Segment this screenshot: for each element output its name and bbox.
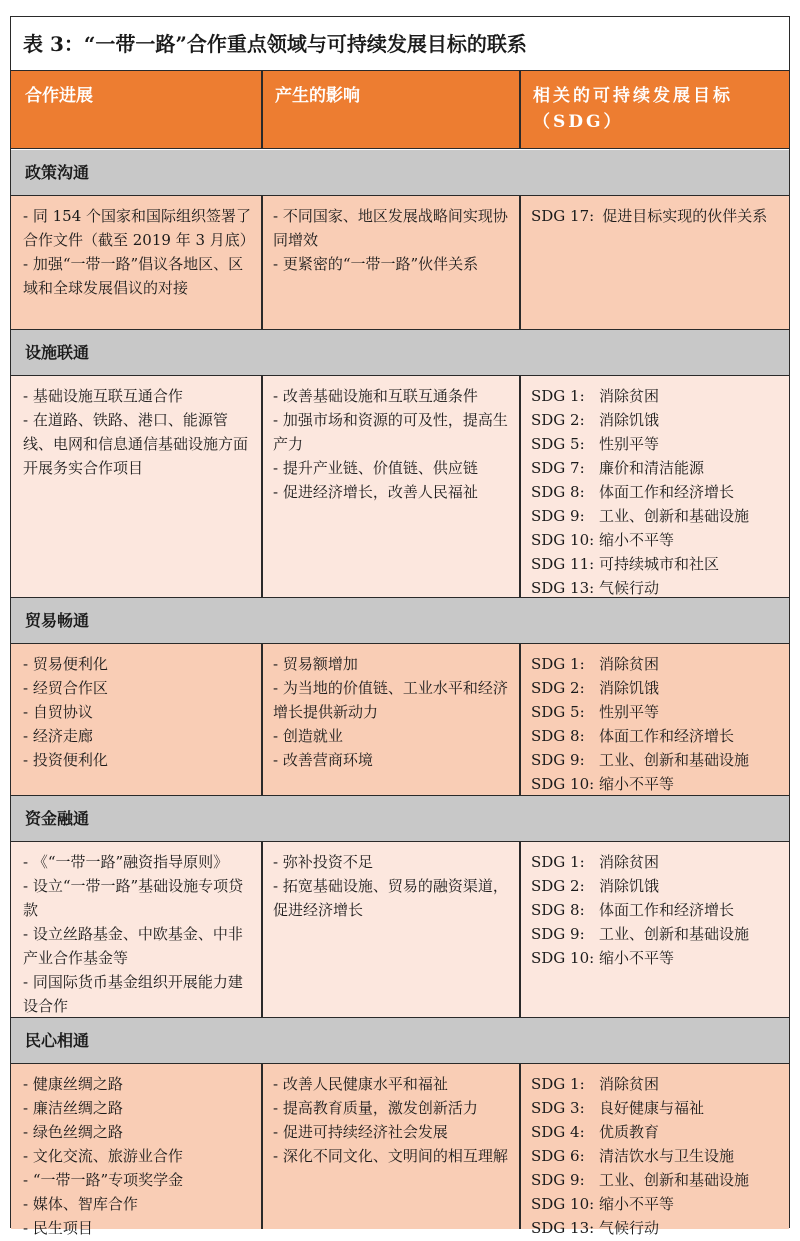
sdg-code: SDG 10: bbox=[531, 949, 595, 967]
progress-item: - 贸易便利化 bbox=[23, 655, 108, 673]
sdg-code: SDG 1: bbox=[531, 853, 585, 871]
section-header: 政策沟通 bbox=[11, 150, 789, 196]
impact-item: - 改善营商环境 bbox=[273, 751, 373, 769]
impact-cell bbox=[261, 376, 519, 597]
sdg-code: SDG 2: bbox=[531, 411, 585, 429]
progress-item: - 健康丝绸之路 bbox=[23, 1075, 123, 1093]
sdg-text: 良好健康与福祉 bbox=[599, 1099, 705, 1117]
sdg-text: 工业、创新和基础设施 bbox=[599, 925, 750, 943]
progress-item: - “一带一路”专项奖学金 bbox=[23, 1171, 184, 1189]
sdg-text: 消除贫困 bbox=[599, 387, 660, 405]
sdg-text: 缩小不平等 bbox=[599, 949, 675, 967]
column-divider bbox=[261, 644, 263, 795]
sdg-cell bbox=[519, 1064, 791, 1237]
impact-cell bbox=[261, 644, 519, 795]
sdg-code: SDG 3: bbox=[531, 1099, 585, 1117]
sdg-item bbox=[531, 528, 781, 552]
sdg-text: 可持续城市和社区 bbox=[599, 555, 720, 573]
impact-item: - 提高教育质量，激发创新活力 bbox=[273, 1099, 478, 1117]
progress-item: - 绿色丝绸之路 bbox=[23, 1123, 123, 1141]
sdg-code: SDG 10: bbox=[531, 1195, 595, 1213]
sdg-code: SDG 10: bbox=[531, 531, 595, 549]
impact-item: - 更紧密的“一带一路”伙伴关系 bbox=[273, 255, 479, 273]
impact-cell bbox=[261, 1064, 519, 1229]
impact-item: - 深化不同文化、文明间的相互理解 bbox=[273, 1147, 508, 1165]
sdg-code: SDG 7: bbox=[531, 459, 585, 477]
progress-item: - 加强“一带一路”倡议各地区、区域和全球发展倡议的对接 bbox=[23, 255, 244, 297]
progress-item: - 在道路、铁路、港口、能源管线、电网和信息通信基础设施方面开展务实合作项目 bbox=[23, 411, 249, 477]
section-header: 资金融通 bbox=[11, 796, 789, 842]
sdg-text: 缩小不平等 bbox=[599, 531, 675, 549]
sdg-cell bbox=[519, 196, 791, 329]
column-divider bbox=[261, 196, 263, 329]
sdg-item bbox=[531, 850, 781, 874]
sdg-text: 性别平等 bbox=[599, 435, 660, 453]
sdg-item bbox=[531, 456, 781, 480]
sdg-item bbox=[531, 504, 781, 528]
sdg-code: SDG 1: bbox=[531, 655, 585, 673]
sdg-code: SDG 10: bbox=[531, 775, 595, 793]
section-header: 贸易畅通 bbox=[11, 598, 789, 644]
progress-cell bbox=[11, 842, 261, 1017]
sdg-code: SDG 2: bbox=[531, 877, 585, 895]
sdg-text: 消除贫困 bbox=[599, 655, 660, 673]
sdg-code: SDG 17: bbox=[531, 207, 595, 225]
progress-item: - 民生项目 bbox=[23, 1219, 93, 1237]
sdg-item bbox=[531, 946, 781, 970]
sdg-text: 气候行动 bbox=[599, 579, 660, 597]
impact-item: - 贸易额增加 bbox=[273, 655, 358, 673]
sdg-item bbox=[531, 652, 781, 676]
progress-item: - 设立丝路基金、中欧基金、中非产业合作基金等 bbox=[23, 925, 243, 967]
progress-item: - 《“一带一路”融资指导原则》 bbox=[23, 853, 229, 871]
impact-cell bbox=[261, 842, 519, 1017]
impact-item: - 为当地的价值链、工业水平和经济增长提供新动力 bbox=[273, 679, 508, 721]
sdg-code: SDG 1: bbox=[531, 1075, 585, 1093]
sdg-item bbox=[531, 204, 781, 228]
sdg-item bbox=[531, 1120, 781, 1144]
header-related-sdg: 相关的可持续发展目标（SDG） bbox=[533, 86, 733, 132]
sdg-item bbox=[531, 384, 781, 408]
progress-item: - 媒体、智库合作 bbox=[23, 1195, 138, 1213]
sdg-text: 消除饥饿 bbox=[599, 411, 660, 429]
sdg-item bbox=[531, 1144, 781, 1168]
sdg-cell bbox=[519, 644, 791, 795]
sdg-text: 工业、创新和基础设施 bbox=[599, 1171, 750, 1189]
impact-item: - 创造就业 bbox=[273, 727, 343, 745]
column-divider bbox=[519, 71, 521, 148]
sdg-item bbox=[531, 700, 781, 724]
sdg-code: SDG 9: bbox=[531, 507, 585, 525]
sdg-text: 促进目标实现的伙伴关系 bbox=[602, 207, 768, 225]
progress-cell bbox=[11, 376, 261, 597]
sdg-item bbox=[531, 480, 781, 504]
sdg-text: 缩小不平等 bbox=[599, 775, 675, 793]
impact-item: - 加强市场和资源的可及性，提高生产力 bbox=[273, 411, 508, 453]
sdg-code: SDG 5: bbox=[531, 435, 585, 453]
column-divider bbox=[261, 842, 263, 1017]
sdg-item bbox=[531, 1072, 781, 1096]
section-header: 民心相通 bbox=[11, 1018, 789, 1064]
sdg-item bbox=[531, 1192, 781, 1216]
sdg-text: 气候行动 bbox=[599, 1219, 660, 1237]
progress-item: - 经贸合作区 bbox=[23, 679, 108, 697]
progress-cell bbox=[11, 1064, 261, 1237]
sdg-item bbox=[531, 772, 781, 796]
sdg-linkage-table bbox=[10, 16, 790, 1237]
sdg-code: SDG 13: bbox=[531, 579, 595, 597]
section-row bbox=[11, 1064, 789, 1237]
sdg-code: SDG 6: bbox=[531, 1147, 585, 1165]
sdg-text: 体面工作和经济增长 bbox=[599, 901, 735, 919]
sdg-code: SDG 9: bbox=[531, 751, 585, 769]
sdg-text: 消除贫困 bbox=[599, 853, 660, 871]
sdg-cell bbox=[519, 842, 791, 1017]
sdg-code: SDG 8: bbox=[531, 727, 585, 745]
sdg-code: SDG 8: bbox=[531, 483, 585, 501]
sdg-text: 性别平等 bbox=[599, 703, 660, 721]
sdg-item bbox=[531, 1096, 781, 1120]
header-impact: 产生的影响 bbox=[275, 86, 360, 106]
sdg-code: SDG 11: bbox=[531, 555, 595, 573]
sdg-text: 消除贫困 bbox=[599, 1075, 660, 1093]
progress-item: - 廉洁丝绸之路 bbox=[23, 1099, 123, 1117]
sdg-text: 优质教育 bbox=[599, 1123, 660, 1141]
impact-item: - 改善人民健康水平和福祉 bbox=[273, 1075, 448, 1093]
sdg-item bbox=[531, 576, 781, 600]
section-row bbox=[11, 196, 789, 330]
sdg-code: SDG 9: bbox=[531, 1171, 585, 1189]
progress-item: - 文化交流、旅游业合作 bbox=[23, 1147, 183, 1165]
sdg-text: 体面工作和经济增长 bbox=[599, 483, 735, 501]
progress-item: - 经济走廊 bbox=[23, 727, 93, 745]
progress-item: - 自贸协议 bbox=[23, 703, 93, 721]
impact-item: - 促进可持续经济社会发展 bbox=[273, 1123, 448, 1141]
section-row bbox=[11, 644, 789, 796]
sdg-item bbox=[531, 432, 781, 456]
impact-item: - 促进经济增长，改善人民福祉 bbox=[273, 483, 478, 501]
progress-cell bbox=[11, 644, 261, 795]
progress-item: - 基础设施互联互通合作 bbox=[23, 387, 183, 405]
sdg-item bbox=[531, 676, 781, 700]
progress-item: - 同 154 个国家和国际组织签署了合作文件（截至 2019 年 3 月底） bbox=[23, 207, 255, 249]
table-title: 表 3：“一带一路”合作重点领域与可持续发展目标的联系 bbox=[11, 17, 789, 71]
sdg-item bbox=[531, 1216, 781, 1240]
sdg-item bbox=[531, 874, 781, 898]
sdg-text: 体面工作和经济增长 bbox=[599, 727, 735, 745]
sdg-code: SDG 1: bbox=[531, 387, 585, 405]
header-cooperation-progress: 合作进展 bbox=[25, 86, 93, 106]
progress-item: - 同国际货币基金组织开展能力建设合作 bbox=[23, 973, 243, 1015]
table-header-row bbox=[11, 71, 789, 149]
sdg-item bbox=[531, 724, 781, 748]
column-divider bbox=[519, 842, 521, 1017]
sdg-code: SDG 2: bbox=[531, 679, 585, 697]
sdg-text: 消除饥饿 bbox=[599, 877, 660, 895]
section-header: 设施联通 bbox=[11, 330, 789, 376]
sdg-item bbox=[531, 552, 781, 576]
sdg-item bbox=[531, 898, 781, 922]
sdg-code: SDG 13: bbox=[531, 1219, 595, 1237]
sdg-text: 缩小不平等 bbox=[599, 1195, 675, 1213]
progress-cell bbox=[11, 196, 261, 329]
section-row bbox=[11, 842, 789, 1018]
sdg-text: 工业、创新和基础设施 bbox=[599, 507, 750, 525]
sdg-code: SDG 5: bbox=[531, 703, 585, 721]
sdg-text: 廉价和清洁能源 bbox=[599, 459, 705, 477]
column-divider bbox=[261, 1064, 263, 1229]
sdg-text: 消除饥饿 bbox=[599, 679, 660, 697]
column-divider bbox=[519, 196, 521, 329]
sdg-code: SDG 9: bbox=[531, 925, 585, 943]
column-divider bbox=[519, 376, 521, 597]
impact-item: - 不同国家、地区发展战略间实现协同增效 bbox=[273, 207, 508, 249]
impact-item: - 提升产业链、价值链、供应链 bbox=[273, 459, 478, 477]
column-divider bbox=[519, 1064, 521, 1229]
sdg-text: 工业、创新和基础设施 bbox=[599, 751, 750, 769]
column-divider bbox=[519, 644, 521, 795]
impact-item: - 拓宽基础设施、贸易的融资渠道，促进经济增长 bbox=[273, 877, 508, 919]
sdg-code: SDG 4: bbox=[531, 1123, 585, 1141]
sdg-item bbox=[531, 748, 781, 772]
progress-item: - 投资便利化 bbox=[23, 751, 108, 769]
sdg-cell bbox=[519, 376, 791, 597]
section-row bbox=[11, 376, 789, 598]
sdg-item bbox=[531, 408, 781, 432]
impact-cell bbox=[261, 196, 519, 329]
column-divider bbox=[261, 376, 263, 597]
impact-item: - 改善基础设施和互联互通条件 bbox=[273, 387, 478, 405]
sdg-code: SDG 8: bbox=[531, 901, 585, 919]
progress-item: - 设立“一带一路”基础设施专项贷款 bbox=[23, 877, 244, 919]
sdg-item bbox=[531, 1168, 781, 1192]
impact-item: - 弥补投资不足 bbox=[273, 853, 373, 871]
column-divider bbox=[261, 71, 263, 148]
sdg-item bbox=[531, 922, 781, 946]
sdg-text: 清洁饮水与卫生设施 bbox=[599, 1147, 735, 1165]
